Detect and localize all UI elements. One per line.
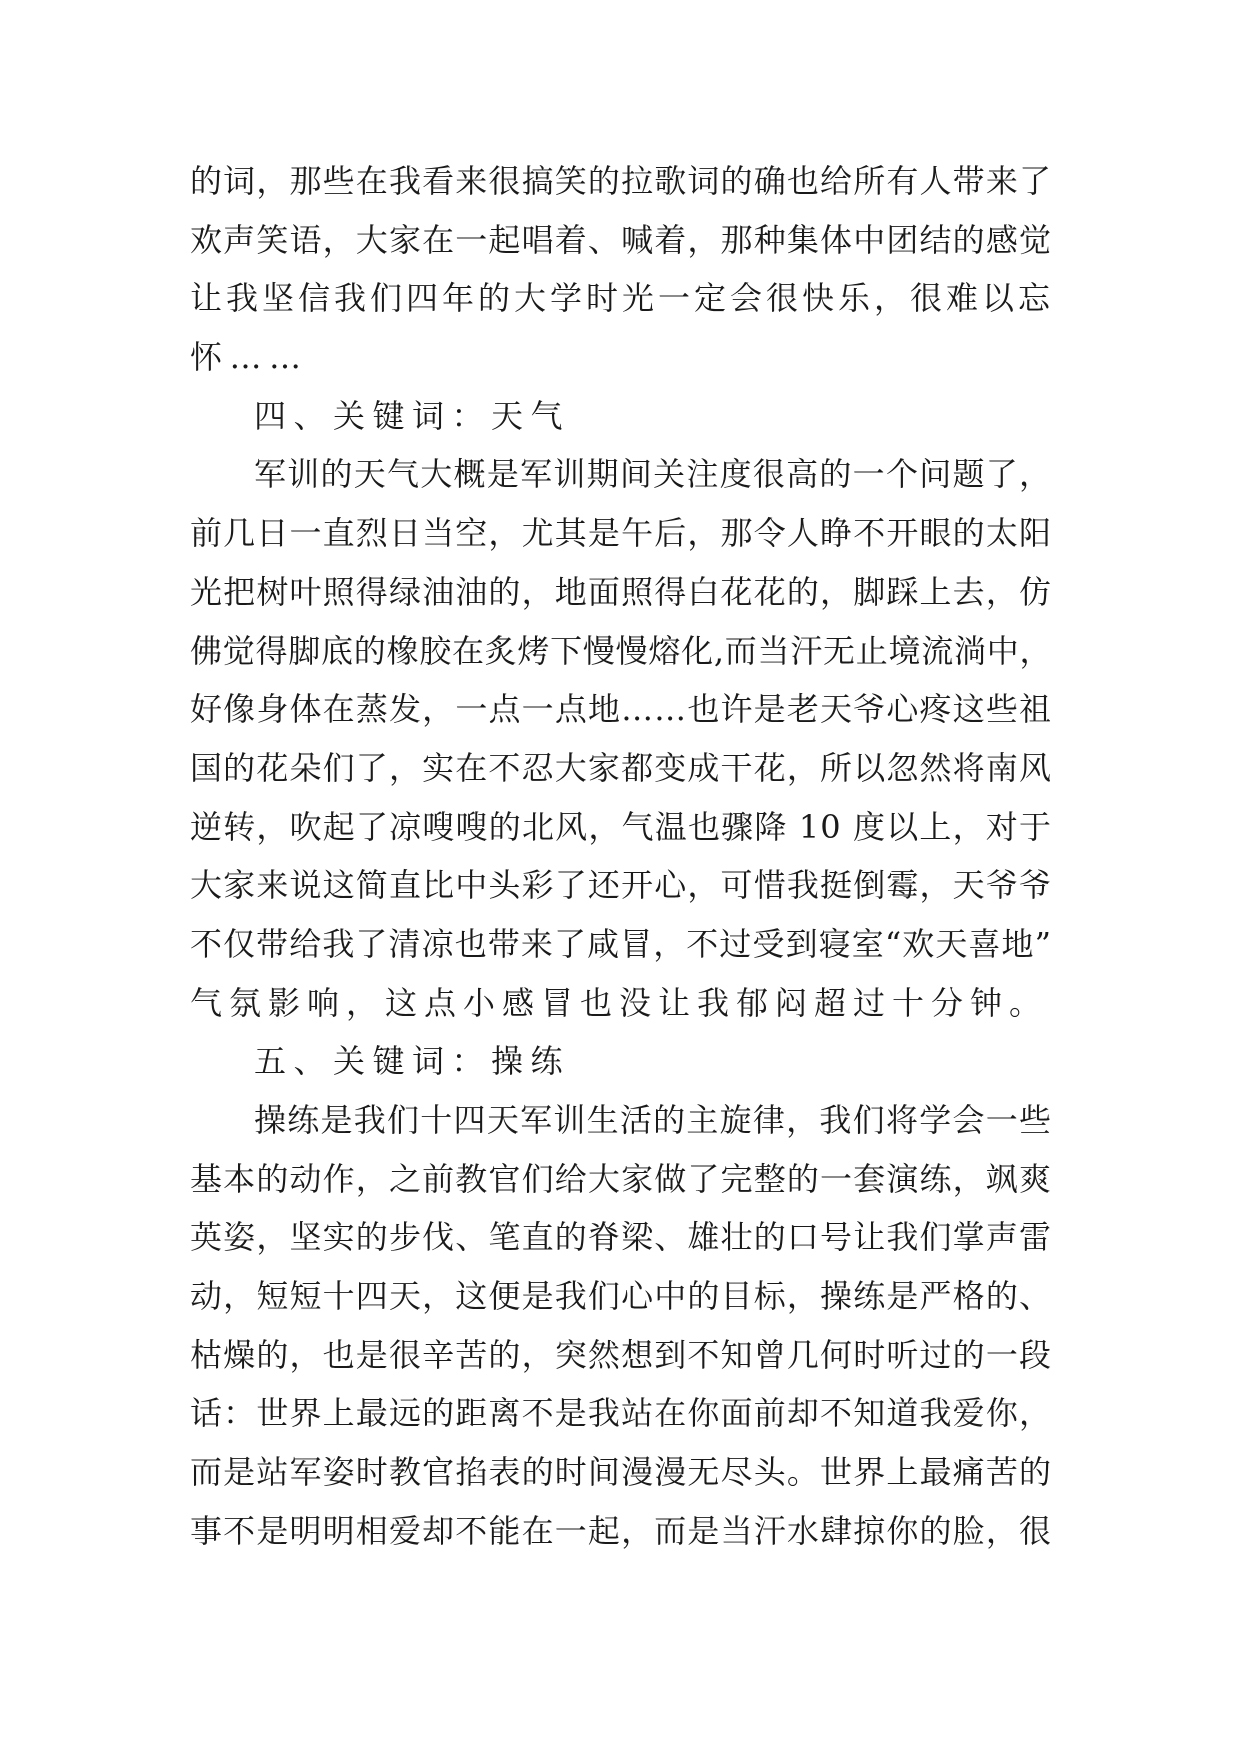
text-line: 基本的动作，之前教官们给大家做了完整的一套演练，飒爽 — [190, 1159, 1052, 1198]
text-line: 佛觉得脚底的橡胶在炙烤下慢慢熔化,而当汗无止境流淌中， — [190, 631, 1052, 670]
text-line: 的词，那些在我看来很搞笑的拉歌词的确也给所有人带来了 — [190, 162, 1052, 200]
text-line: 话：世界上最远的距离不是我站在你面前却不知道我爱你， — [190, 1394, 1052, 1433]
text-line: 而是站军姿时教官掐表的时间漫漫无尽头。世界上最痛苦的 — [190, 1453, 1052, 1492]
text-line: 逆转，吹起了凉嗖嗖的北风，气温也骤降 10 度以上，对于 — [190, 807, 1052, 846]
body-text — [190, 152, 1052, 1561]
text-line: 事不是明明相爱却不能在一起，而是当汗水肆掠你的脸，很 — [190, 1511, 1052, 1550]
text-line: 枯燥的，也是很辛苦的，突然想到不知曾几何时听过的一段 — [190, 1335, 1052, 1374]
text-line: 国的花朵们了，实在不忍大家都变成干花，所以忽然将南风 — [190, 748, 1052, 787]
text-line: 气氛影响，这点小感冒也没让我郁闷超过十分钟。 — [190, 983, 1049, 1022]
text-line: 让我坚信我们四年的大学时光一定会很快乐，很难以忘 — [190, 279, 1052, 318]
text-line: 怀…… — [190, 338, 309, 377]
section-heading: 五、关键词：操练 — [254, 1042, 571, 1081]
text-line: 英姿，坚实的步伐、笔直的脊梁、雄壮的口号让我们掌声雷 — [190, 1218, 1052, 1257]
text-line: 操练是我们十四天军训生活的主旋律，我们将学会一些 — [254, 1101, 1052, 1139]
text-line: 军训的天气大概是军训期间关注度很高的一个问题了， — [254, 455, 1052, 494]
text-line: 欢声笑语，大家在一起唱着、喊着，那种集体中团结的感觉 — [190, 220, 1052, 259]
text-line: 好像身体在蒸发，一点一点地……也许是老天爷心疼这些祖 — [190, 690, 1052, 729]
section-heading: 四、关键词：天气 — [254, 396, 571, 435]
text-line: 大家来说这简直比中头彩了还开心，可惜我挺倒霉，天爷爷 — [190, 866, 1052, 905]
text-line: 动，短短十四天，这便是我们心中的目标，操练是严格的、 — [190, 1277, 1052, 1316]
text-line: 光把树叶照得绿油油的，地面照得白花花的，脚踩上去，仿 — [190, 572, 1052, 611]
text-line: 前几日一直烈日当空，尤其是午后，那令人睁不开眼的太阳 — [190, 514, 1052, 553]
text-line: 不仅带给我了清凉也带来了咸冒，不过受到寝室“欢天喜地” — [190, 924, 1052, 963]
